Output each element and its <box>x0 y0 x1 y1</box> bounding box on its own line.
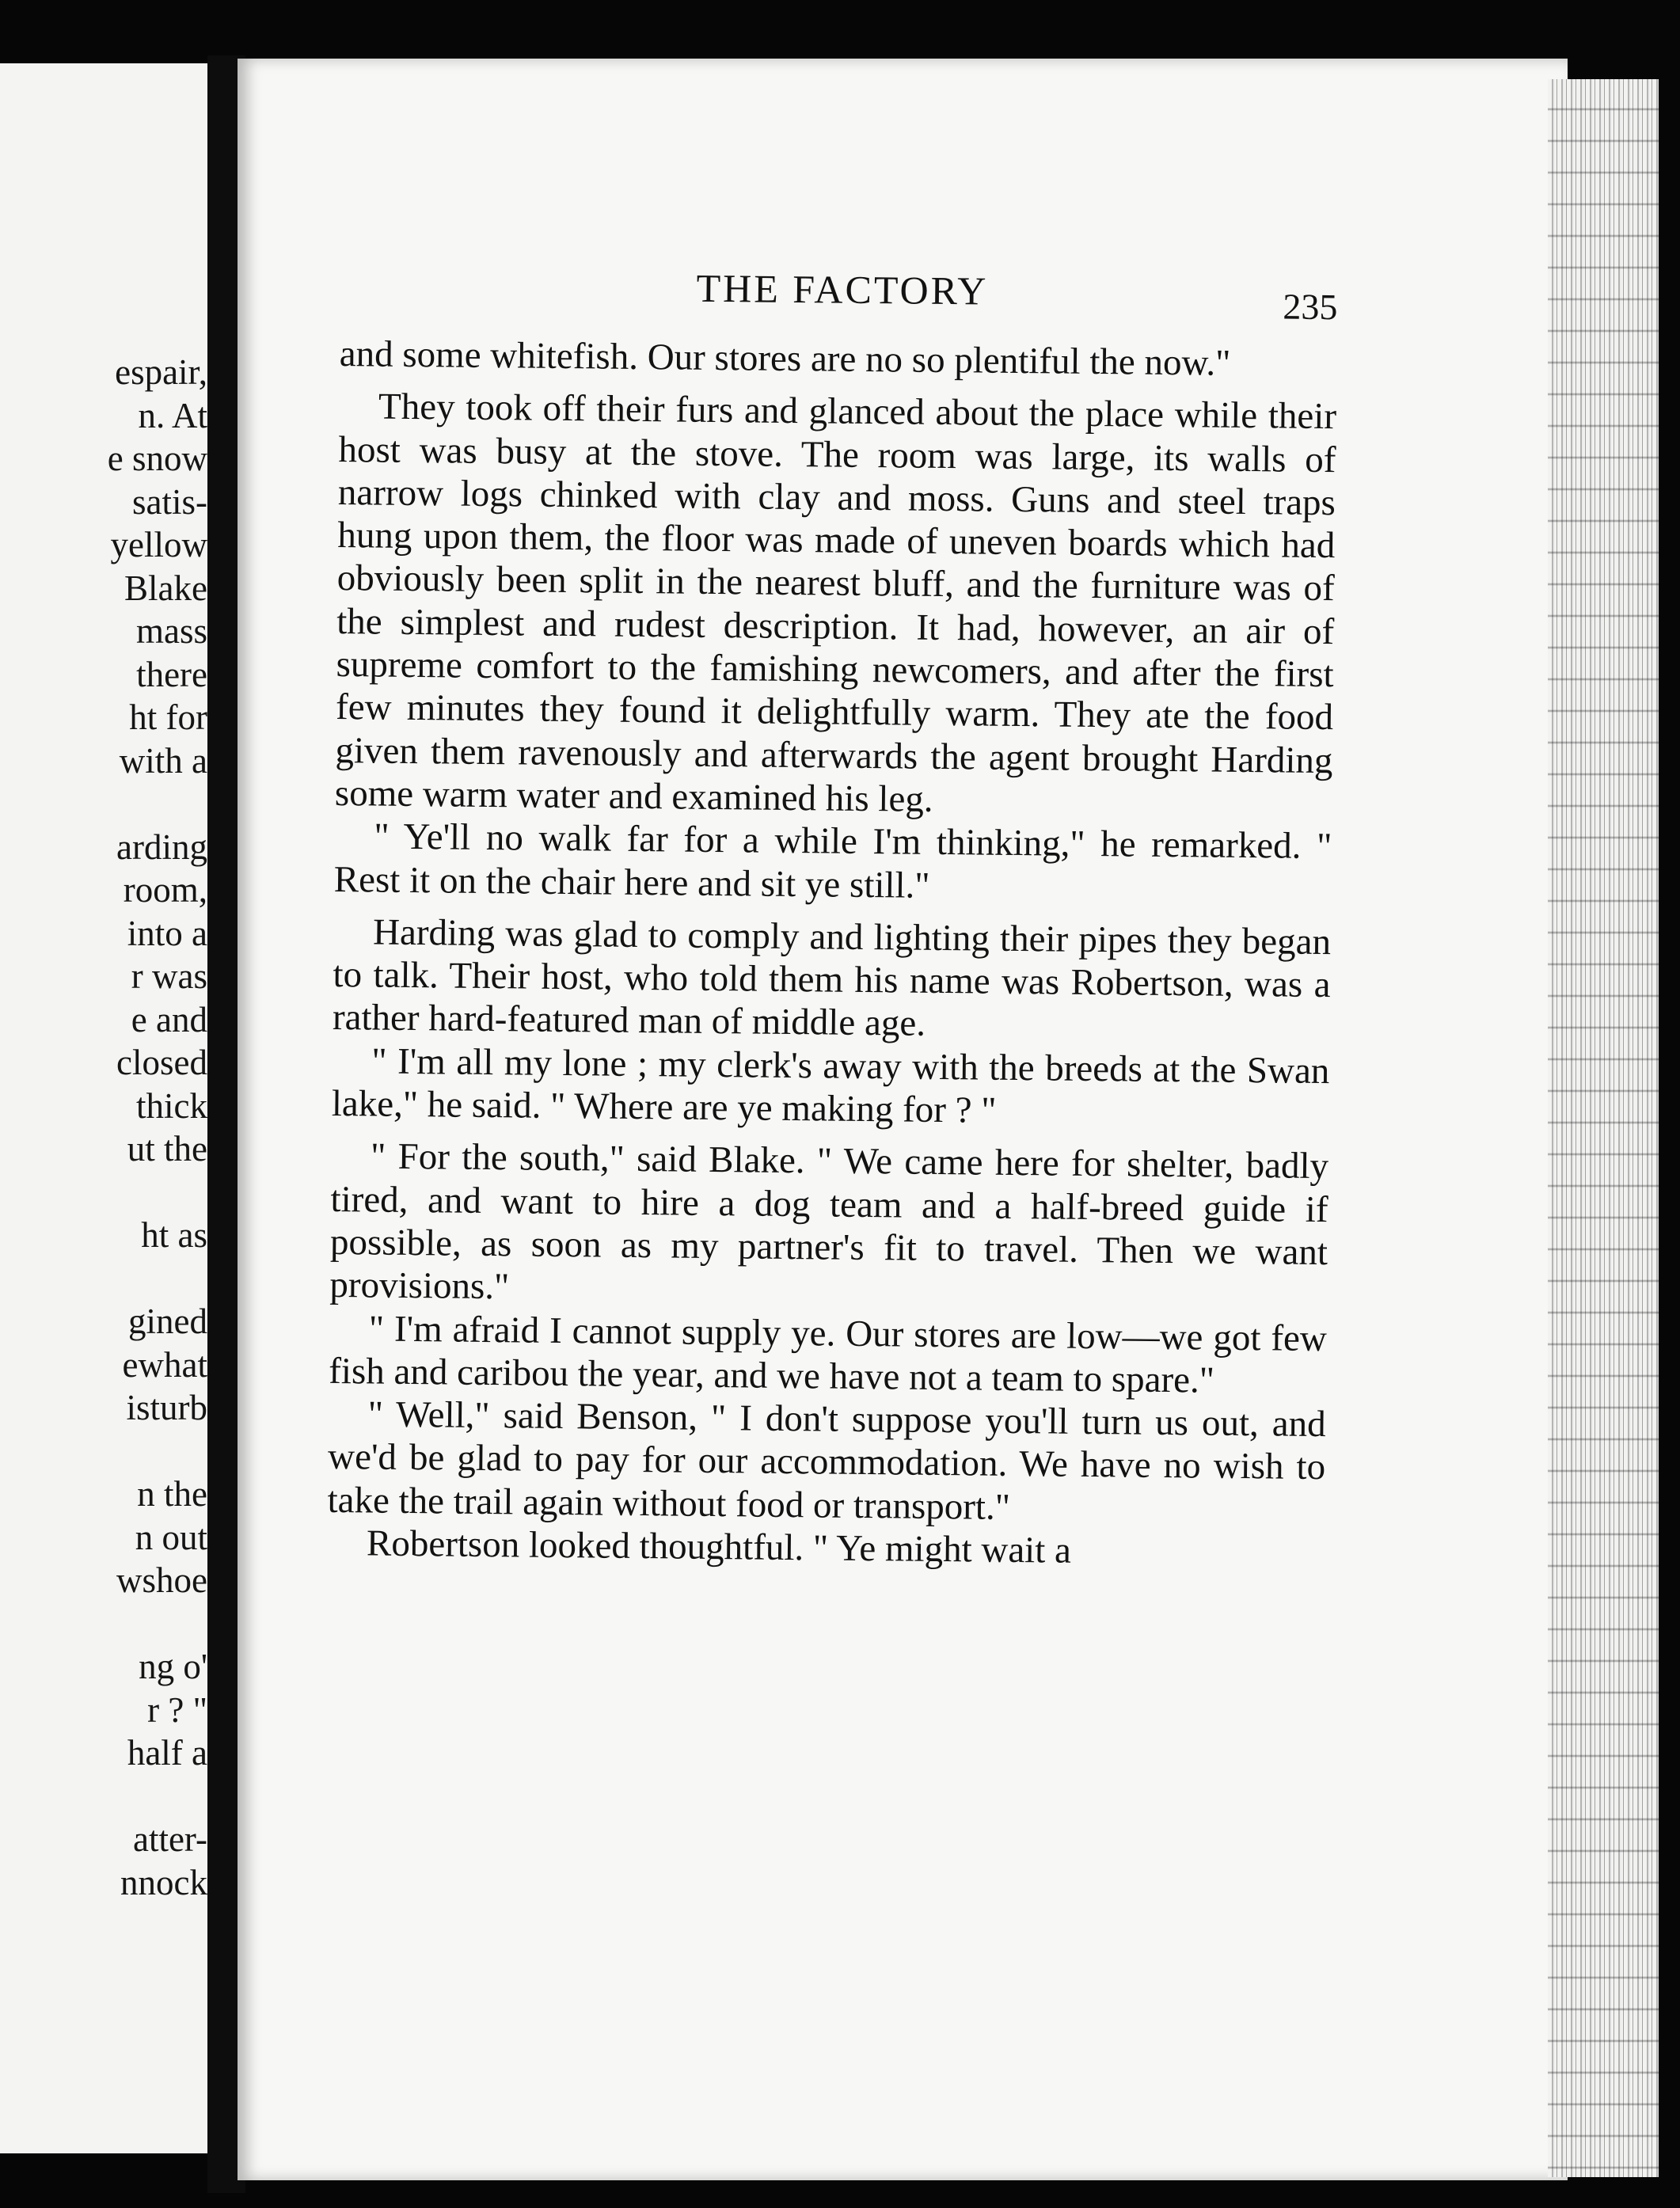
previous-page-line: ewhat <box>122 1344 207 1385</box>
paragraph: They took off their furs and glanced about the place while their host was busy at the stove. The room was large, its walls of narrow logs chinked with clay and moss. Guns and steel traps hung upon them, the floor was made of uneven boards which had obviously been split in the nearest bluff, and the furniture was of the simplest and rudest description. It had, however, an air of supreme comfort to the famishing newcomers, and after the first few minutes they found it delightfully warm. They ate the food given them ravenously and afterwards the agent brought Harding some warm water and examined his leg. <box>334 386 1337 820</box>
previous-page-line <box>0 1602 207 1646</box>
previous-page-line: isturb <box>126 1388 207 1427</box>
paragraph: Harding was glad to comply and lighting their pipes they began to talk. Their host, who told them his name was Robertson, was a rather hard-featured man of middle age. <box>332 911 1332 1045</box>
previous-page-line: espair, <box>115 352 207 392</box>
page-edges <box>1548 79 1659 2177</box>
previous-page-line: e and <box>131 999 207 1039</box>
previous-page-line: room, <box>123 870 207 910</box>
previous-page-line <box>0 1775 207 1818</box>
previous-page-line: closed <box>116 1043 207 1082</box>
previous-page-line: e snow <box>107 439 207 478</box>
previous-page-line: thick <box>136 1085 207 1126</box>
previous-page-line: with a <box>119 740 207 781</box>
previous-page-line: into a <box>127 913 207 953</box>
previous-page-line: n the <box>137 1474 207 1514</box>
previous-page-line: n. At <box>138 395 207 435</box>
previous-page-line <box>0 782 207 826</box>
previous-page-line <box>0 1257 207 1301</box>
previous-page-line: r ? " <box>147 1689 207 1730</box>
previous-page-line: half a <box>127 1733 207 1773</box>
paragraph: " Well," said Benson, " I don't suppose you'll turn us out, and we'd be glad to pay for our accommodation. We have no wish to take the trail again without food or transport." <box>327 1393 1326 1528</box>
paragraph: " I'm all my lone ; my clerk's away with the breeds at the Swan lake," he said. " Where are ye making for ? " <box>331 1040 1330 1131</box>
previous-page-line: r was <box>131 956 207 996</box>
page-number: 235 <box>1283 286 1338 328</box>
paragraph: " For the south," said Blake. " We came here for shelter, badly tired, and want to hire a dog team and a half-breed guide if possible, as soon as my partner's fit to travel. Then we want provisions." <box>329 1135 1329 1308</box>
previous-page-line: yellow <box>110 525 207 564</box>
running-head <box>340 261 1338 343</box>
previous-page-line: there <box>136 654 207 694</box>
previous-page-line: atter- <box>132 1819 207 1859</box>
previous-page-line: nnock <box>120 1862 207 1902</box>
previous-page-line: gined <box>128 1302 207 1341</box>
previous-page-line <box>0 1171 207 1214</box>
running-title: THE FACTORY <box>696 265 989 314</box>
paragraph: " I'm afraid I cannot supply ye. Our stores are low—we got few fish and caribou the year, and we have not a team to spare." <box>329 1307 1328 1401</box>
previous-page-line: satis- <box>132 481 207 522</box>
paragraph: " Ye'll no walk far for a while I'm thinking," he remarked. " Rest it on the chair here and sit ye still." <box>333 815 1332 906</box>
previous-page-line: ng o' <box>139 1647 207 1686</box>
previous-page-line: ut the <box>127 1129 207 1169</box>
previous-page-line: mass <box>136 611 207 651</box>
previous-page-line: Blake <box>124 568 207 608</box>
previous-page-line: ht for <box>129 697 207 737</box>
body-text <box>327 333 1337 1575</box>
previous-page <box>0 63 215 2153</box>
paragraph: Robertson looked thoughtful. " Ye might wait a <box>366 1522 1072 1571</box>
previous-page-line <box>0 1430 207 1473</box>
previous-page-text <box>0 351 207 1904</box>
previous-page-line: wshoe <box>116 1560 207 1600</box>
previous-page-line: ht as <box>141 1215 207 1255</box>
previous-page-line: n out <box>135 1517 207 1557</box>
paragraph: and some whitefish. Our stores are no so plentiful the now." <box>339 333 1231 384</box>
page-content <box>327 261 1338 1575</box>
previous-page-line: arding <box>116 827 207 867</box>
